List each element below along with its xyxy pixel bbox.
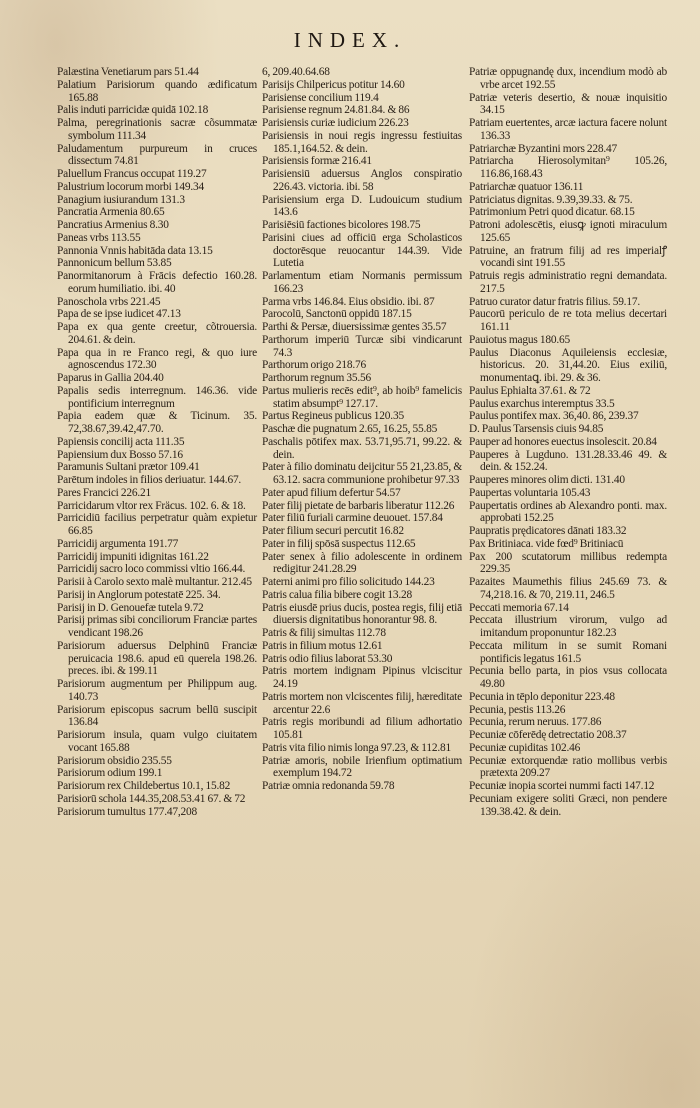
index-entry: Parisijs Chilpericus potitur 14.60 [262, 78, 405, 91]
index-entry: Paulus Diaconus Aquileiensis ecclesiæ, historicus. 20. 31,44.20. Eius exiliū, monumentaꝗ. ibi. 29. & 36. [469, 346, 667, 384]
index-entry: Patriæ veteris desertio, & nouæ inquisitio 34.15 [469, 91, 667, 117]
index-entry: Pecunia bello parta, in pios vsus collocata 49.80 [469, 665, 667, 690]
index-entry: Pecunia, pestis 113.26 [469, 703, 566, 716]
index-entry: Parlamentum etiam Normanis permissum 166.23 [262, 270, 462, 295]
index-entry: Parisij in Anglorum potestatē 225. 34. [57, 588, 221, 601]
index-entry: Pecuniæ cupiditas 102.46 [469, 741, 581, 754]
index-entry: Panormitanorum à Frācis defectio 160.28. eorum humiliatio. ibi. 40 [57, 270, 257, 295]
index-entry: Pater apud filium defertur 54.57 [262, 486, 401, 499]
index-entry: Paramunis Sultani prætor 109.41 [57, 461, 200, 474]
index-entry: Pecuniæ inopia scortei nummi facti 147.12 [469, 780, 655, 792]
index-entry: Patruine, an fratrum filij ad res imperialꝭ vocandi sint 191.55 [469, 244, 667, 270]
index-entry: Parricidarum vltor rex Fräcus. 102. 6. & 18. [57, 499, 246, 512]
index-entry: Palæstina Venetiarum pars 51.44 [57, 66, 199, 78]
index-entry: Patriæ oppugnandę dux, incendium modò ab vrbe arcet 192.55 [469, 66, 667, 91]
index-entry: Paulus Ephialta 37.61. & 72 [469, 384, 591, 397]
index-entry: Pancratia Armenia 80.65 [57, 206, 165, 219]
index-column-middle [262, 66, 462, 793]
index-entry: Pecunia, rerum neruus. 177.86 [469, 716, 602, 729]
index-entry: Papia eadem quæ & Ticinum. 35. 72,38.67,39.42,47.70. [57, 410, 257, 435]
index-entry: Pauiotus magus 180.65 [469, 333, 570, 346]
index-entry: Patris eiusdē prius ducis, postea regis, filij etiā diuersis dignitatibus honorantur 98. 8. [262, 601, 462, 627]
index-entry: Partus mulieris recēs edit⁹, ab hoib⁹ famelicis statim absumpt⁹ 127.17. [262, 384, 462, 410]
index-entry: Paulus exarchus interemptus 33.5 [469, 397, 615, 410]
index-entry: Parisiorū schola 144.35,208.53.41 67. & 72 [57, 792, 246, 805]
index-entry: Paupertas voluntaria 105.43 [469, 486, 591, 499]
index-entry: Parthi & Persæ, diuersissimæ gentes 35.57 [262, 321, 447, 333]
index-entry: Patris & filij simultas 112.78 [262, 627, 386, 639]
index-entry: Palatium Parisiorum quando ædificatum 165.88 [57, 78, 257, 104]
index-entry: Patroni adolescētis, eiusꝙ ignoti miraculum 125.65 [469, 219, 667, 244]
index-entry: Patris calua filia bibere cogit 13.28 [262, 588, 413, 601]
index-entry: Patris mortem indignam Pipinus vlciscitur 24.19 [262, 665, 462, 690]
index-entry: Papa qua in re Franco regi, & quo iure agnoscendus 172.30 [57, 346, 257, 372]
page-header: INDEX. [293, 28, 407, 52]
index-entry: Papa de se ipse iudicet 47.13 [57, 308, 181, 321]
index-entry: Parisiorum obsidio 235.55 [57, 754, 172, 767]
index-entry: Pecuniam exigere soliti Græci, non pendere 139.38.42. & dein. [469, 792, 667, 818]
index-entry: Patriæ omnia redonanda 59.78 [262, 780, 395, 792]
index-entry: Pares Francici 226.21 [57, 486, 152, 499]
index-entry: Pecuniæ extorquendæ ratio mollibus verbis prætexta 209.27 [469, 754, 667, 780]
index-entry: Parisiorum insula, quam vulgo ciuitatem vocant 165.88 [57, 729, 257, 754]
index-entry: Pannonicum bellum 53.85 [57, 257, 172, 270]
index-entry: Parocolū, Sanctonū oppidū 187.15 [262, 308, 412, 321]
index-entry: Pater à filio dominatu deijcitur 55 21,23.85, & 63.12. sacra communione prohibetur 97.33 [262, 461, 462, 486]
index-entry: Paupertatis ordines ab Alexandro ponti. max. approbati 152.25 [469, 499, 667, 525]
index-entry: Parisiense concilium 119.4 [262, 91, 379, 104]
index-entry: Patris odio filius laborat 53.30 [262, 652, 393, 665]
index-entry: Parisiensis curiæ iudicium 226.23 [262, 117, 409, 129]
index-entry: Parisii à Carolo sexto malè multantur. 212.45 [57, 576, 252, 588]
index-entry: Paschalis pōtifex max. 53.71,95.71, 99.22. & dein. [262, 435, 462, 461]
index-entry: Parisiensis in noui regis ingressu festiuitas 185.1,164.52. & dein. [262, 129, 462, 155]
index-entry: Pater filiū furiali carmine deuouet. 157.84 [262, 512, 443, 525]
index-entry: Parthorum regnum 35.56 [262, 372, 372, 384]
index-entry: Papiensium dux Bosso 57.16 [57, 448, 183, 461]
index-entry: Parisiorum odium 199.1 [57, 767, 163, 780]
index-column-left [57, 66, 257, 818]
index-entry: Paschæ die pugnatum 2.65, 16.25, 55.85 [262, 423, 438, 435]
index-entry: Parisiorum episcopus sacrum bellū suscipit 136.84 [57, 703, 257, 729]
index-entry: Palustrium locorum morbi 149.34 [57, 180, 204, 193]
index-entry: Parisiēsiū factiones bicolores 198.75 [262, 219, 421, 231]
index-entry: Parisiensis formæ 216.41 [262, 155, 372, 168]
index-entry: Pater filium securi percutit 16.82 [262, 525, 404, 537]
index-entry: Patriciatus dignitas. 9.39,39.33. & 75. [469, 193, 633, 206]
index-entry: Parisiensium erga D. Ludouicum studium 143.6 [262, 193, 462, 219]
index-entry: Paparus in Gallia 204.40 [57, 372, 164, 384]
index-entry: Pater filij pietate de barbaris liberatur 112.26 [262, 499, 455, 512]
index-entry: Pax 200 scutatorum millibus redempta 229.35 [469, 550, 667, 576]
index-entry: Pancratius Armenius 8.30 [57, 219, 169, 231]
index-entry: Papa ex qua gente creetur, cõtrouersia. 204.61. & dein. [57, 321, 257, 346]
index-entry: Parricidij impuniti idignitas 161.22 [57, 550, 209, 563]
index-entry: Peccata militum in se sumit Romani pontificis legatus 161.5 [469, 639, 667, 665]
index-entry: Pauper ad honores euectus insolescit. 20.84 [469, 435, 657, 448]
index-entry: Pauperes minores olim dicti. 131.40 [469, 474, 625, 486]
index-entry: D. Paulus Tarsensis ciuis 94.85 [469, 423, 604, 435]
index-entry: Pecuniæ cōferēdę detrectatio 208.37 [469, 729, 627, 741]
index-entry: Parricidij sacro loco commissi vltio 166.44. [57, 563, 246, 576]
index-entry: Peccati memoria 67.14 [469, 601, 569, 614]
index-entry: Parisij in D. Genouefæ tutela 9.72 [57, 601, 204, 614]
index-entry: Patruis regis administratio regni demandata. 217.5 [469, 270, 667, 295]
index-column-right [469, 66, 667, 818]
index-entry: Parisiorum rex Childebertus 10.1, 15.82 [57, 780, 231, 792]
index-entry: Papiensis concilij acta 111.35 [57, 435, 185, 448]
index-entry: Pannonia Vnnis habitāda data 13.15 [57, 244, 213, 257]
index-entry: Papalis sedis interregnum. 146.36. vide pontificium interregnum [57, 384, 257, 410]
index-entry: Patruo curator datur fratris filius. 59.17. [469, 295, 640, 308]
index-entry: Paulus pontifex max. 36,40. 86, 239.37 [469, 410, 639, 423]
index-entry: Peccata illustrium virorum, vulgo ad imitandum proponuntur 182.23 [469, 614, 667, 639]
index-entry: Paucorū periculo de re tota melius decertari 161.11 [469, 308, 667, 333]
index-entry: Patris vita filio nimis longa 97.23, & 112.81 [262, 741, 452, 754]
index-entry: Pater senex à filio adolescente in ordinem redigitur 241.28.29 [262, 550, 462, 576]
index-entry: Patris in filium motus 12.61 [262, 639, 383, 652]
index-entry: Parma vrbs 146.84. Eius obsidio. ibi. 87 [262, 295, 435, 308]
index-entry: Parisiense regnum 24.81.84. & 86 [262, 104, 410, 117]
index-entry: Parisiorum tumultus 177.47,208 [57, 805, 198, 818]
index-entry: Pecunia in tēplo deponitur 223.48 [469, 690, 615, 703]
index-entry: Parricidiū facilius perpetratur quàm expietur 66.85 [57, 512, 257, 537]
index-entry: Pazaites Maumethis filius 245.69 73. & 74,218.16. & 70, 219.11, 246.5 [469, 576, 667, 601]
index-entry: Patris mortem non vlciscentes filij, hæreditate arcentur 22.6 [262, 690, 462, 716]
index-entry: Pater in filij spōsā suspectus 112.65 [262, 537, 416, 550]
index-entry: Patriarcha Hierosolymitan⁹ 105.26, 116.86,168.43 [469, 155, 667, 180]
index-entry: Parētum indoles in filios deriuatur. 144.67. [57, 474, 242, 486]
index-entry: Pauperes à Lugduno. 131.28.33.46 49. & dein. & 152.24. [469, 448, 667, 474]
index-entry: Patriarchæ Byzantini mors 228.47 [469, 142, 618, 155]
index-entry: Parisini ciues ad officiū erga Scholasticos doctorēsque reuocantur 144.39. Vide Lutetia [262, 231, 462, 270]
index-entry: Patriarchæ quatuor 136.11 [469, 180, 584, 193]
index-entry: Paterni animi pro filio solicitudo 144.23 [262, 576, 435, 588]
index-entry: Panoschola vrbs 221.45 [57, 295, 161, 308]
index-entry: Patris regis moribundi ad filium adhortatio 105.81 [262, 716, 462, 741]
index-entry: 6, 209.40.64.68 [262, 66, 330, 78]
index-entry: Parthorum origo 218.76 [262, 359, 366, 372]
index-entry: Patriam euertentes, arcæ iactura facere nolunt 136.33 [469, 117, 667, 142]
index-entry: Parisiensiū aduersus Anglos conspiratio 226.43. victoria. ibi. 58 [262, 168, 462, 193]
index-entry: Panagium iusiurandum 131.3 [57, 193, 185, 206]
index-entry: Parisiorum augmentum per Philippum aug. 140.73 [57, 678, 257, 703]
index-entry: Palma, peregrinationis sacræ cõsummatæ symbolum 111.34 [57, 117, 257, 142]
index-entry: Parisiorum aduersus Delphinū Franciæ peruicacia 198.6. apud eū querela 198.26. preces. ibi. & 199.11 [57, 639, 257, 678]
index-entry: Paupratis prędicatores dānati 183.32 [469, 525, 627, 537]
index-entry: Paludamentum purpureum in cruces dissectum 74.81 [57, 142, 257, 168]
index-entry: Patrimonium Petri quod dicatur. 68.15 [469, 206, 635, 219]
index-entry: Paluellum Francus occupat 119.27 [57, 168, 207, 180]
index-entry: Partus Regineus publicus 120.35 [262, 410, 404, 423]
index-entry: Pax Britiniaca. vide fœd⁹ Britiniacū [469, 537, 624, 550]
index-entry: Paneas vrbs 113.55 [57, 231, 141, 244]
index-entry: Parthorum imperiū Turcæ sibi vindicarunt 74.3 [262, 333, 462, 359]
index-entry: Palis induti parricidæ quidā 102.18 [57, 104, 209, 117]
index-entry: Patriæ amoris, nobile Irienfium optimatium exemplum 194.72 [262, 754, 462, 780]
index-entry: Parisij primas sibi conciliorum Franciæ partes vendicant 198.26 [57, 614, 257, 639]
index-entry: Parricidij argumenta 191.77 [57, 537, 179, 550]
